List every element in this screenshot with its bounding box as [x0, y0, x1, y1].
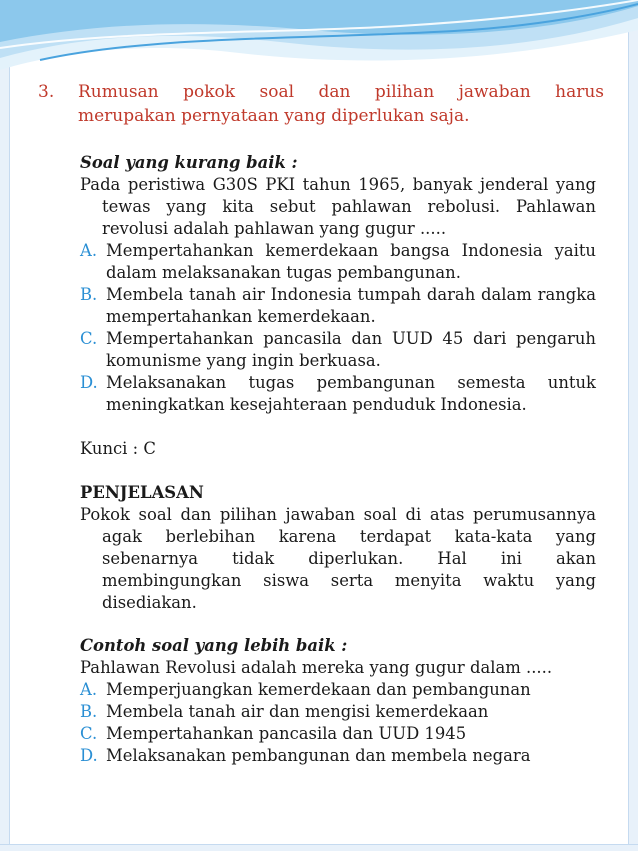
header-wave-decoration [0, 0, 638, 80]
bad-option-b [80, 284, 596, 328]
option-letter: A. [80, 680, 98, 699]
option-text: Melaksanakan tugas pembangunan semesta untuk meningkatkan kesejahteraan penduduk Indonesia. [106, 373, 596, 414]
good-option-a [80, 679, 596, 701]
slide-border-bottom [0, 844, 638, 851]
option-text: Melaksanakan pembangunan dan membela negara [106, 746, 531, 765]
good-option-d [80, 745, 596, 767]
good-example-heading: Contoh soal yang lebih baik : [80, 636, 348, 655]
content-body [80, 152, 596, 767]
point-number: 3. [38, 82, 55, 102]
option-letter: B. [80, 702, 98, 721]
option-letter: C. [80, 329, 98, 348]
explanation-heading: PENJELASAN [80, 483, 204, 502]
option-letter: A. [80, 241, 98, 260]
bad-example-question: Pada peristiwa G30S PKI tahun 1965, banyak jenderal yang tewas yang kita sebut pahlawan rebolusi. Pahlawan revolusi adalah pahlawan yang gugur ..... [80, 175, 596, 238]
point-text-line-1: Rumusan pokok soal dan pilihan jawaban harus [78, 82, 604, 102]
answer-key: Kunci : C [80, 439, 156, 458]
slide-border-left [0, 0, 10, 851]
spacer [80, 614, 596, 635]
option-letter: D. [80, 373, 98, 392]
option-letter: B. [80, 285, 98, 304]
option-text: Memperjuangkan kemerdekaan dan pembangunan [106, 680, 531, 699]
good-option-c [80, 723, 596, 745]
option-text: Mempertahankan pancasila dan UUD 45 dari pengaruh komunisme yang ingin berkuasa. [106, 329, 596, 370]
spacer [80, 460, 596, 482]
bad-option-d [80, 372, 596, 416]
bad-option-c [80, 328, 596, 372]
bad-option-a [80, 240, 596, 284]
slide-border-right [628, 0, 638, 851]
option-text: Mempertahankan pancasila dan UUD 1945 [106, 724, 467, 743]
option-letter: D. [80, 746, 98, 765]
option-text: Mempertahankan kemerdekaan bangsa Indonesia yaitu dalam melaksanakan tugas pembangunan. [106, 241, 596, 282]
option-letter: C. [80, 724, 98, 743]
point-text [78, 80, 604, 128]
good-example-question: Pahlawan Revolusi adalah mereka yang gugur dalam ..... [80, 658, 553, 677]
option-text: Membela tanah air Indonesia tumpah darah dalam rangka mempertahankan kemerdekaan. [106, 285, 596, 326]
bad-example-heading: Soal yang kurang baik : [80, 153, 298, 172]
spacer [80, 416, 596, 438]
explanation-text: Pokok soal dan pilihan jawaban soal di atas perumusannya agak berlebihan karena terdapat kata-kata yang sebenarnya tidak diperlukan. Hal ini akan membingungkan siswa serta menyita waktu yang disediakan. [80, 505, 596, 612]
good-option-b [80, 701, 596, 723]
point-text-line-2: merupakan pernyataan yang diperlukan saja. [78, 106, 470, 126]
option-text: Membela tanah air dan mengisi kemerdekaan [106, 702, 489, 721]
